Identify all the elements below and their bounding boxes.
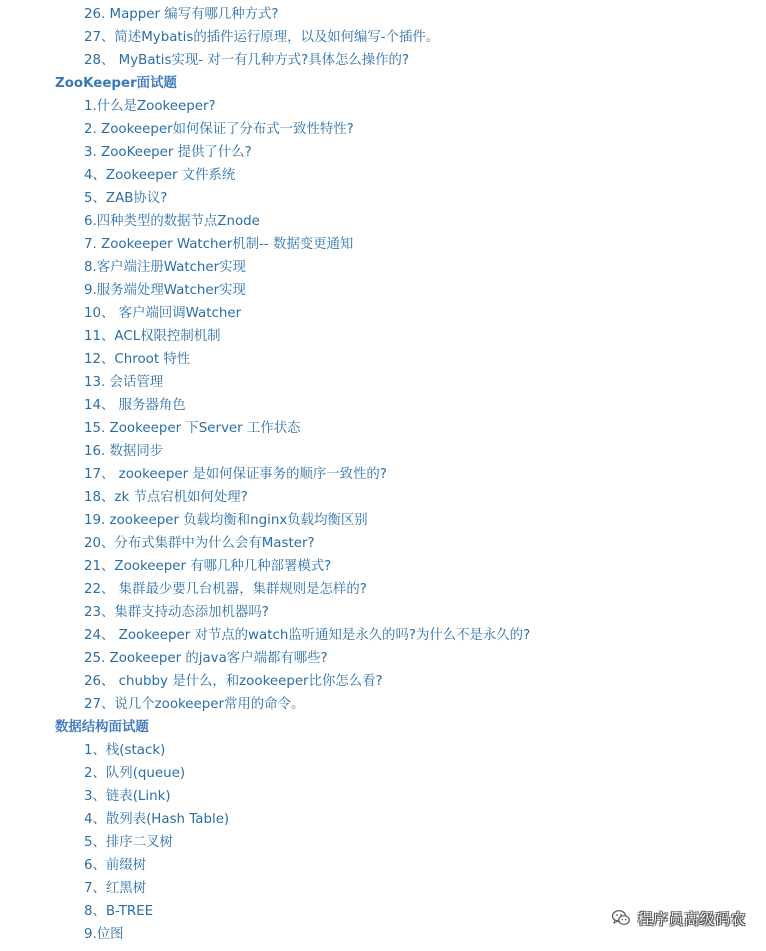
list-item: 11、ACL权限控制机制 <box>84 329 221 344</box>
list-item: 6、前缀树 <box>84 858 147 873</box>
list-item: 22、 集群最少要几台机器，集群规则是怎样的? <box>84 582 367 597</box>
list-item: 7、红黑树 <box>84 881 147 896</box>
list-item: 8.客户端注册Watcher实现 <box>84 260 246 275</box>
list-item: 9.服务端处理Watcher实现 <box>84 283 246 298</box>
document-body <box>0 3 766 946</box>
watermark-text: 程序员高级码农 <box>637 909 746 928</box>
list-item: 25. Zookeeper 的java客户端都有哪些? <box>84 651 328 666</box>
list-item: 1.什么是Zookeeper? <box>84 99 216 114</box>
list-item: 5、排序二叉树 <box>84 835 173 850</box>
list-item: 2、队列(queue) <box>84 766 186 781</box>
list-item: 8、B-TREE <box>84 904 154 919</box>
list-item: 28、 MyBatis实现- 对一有几种方式?具体怎么操作的? <box>84 53 410 68</box>
list-item: 19. zookeeper 负载均衡和nginx负载均衡区别 <box>84 513 368 528</box>
list-item: 26、 chubby 是什么，和zookeeper比你怎么看? <box>84 674 383 689</box>
list-item: 27、简述Mybatis的插件运行原理，以及如何编写-个插件。 <box>84 30 440 45</box>
list-item: 1、栈(stack) <box>84 743 166 758</box>
list-item: 24、 Zookeeper 对节点的watch监听通知是永久的吗?为什么不是永久的? <box>84 628 531 643</box>
list-item: 4、Zookeeper 文件系统 <box>84 168 236 183</box>
list-item: 21、Zookeeper 有哪几种几种部署模式? <box>84 559 332 574</box>
list-item: 26. Mapper 编写有哪几种方式? <box>84 7 279 22</box>
list-item: 17、 zookeeper 是如何保证事务的顺序一致性的? <box>84 467 387 482</box>
list-item: 5、ZAB协议? <box>84 191 168 206</box>
list-item: 23、集群支持动态添加机器吗? <box>84 605 269 620</box>
list-item: 27、说几个zookeeper常用的命令。 <box>84 697 305 712</box>
wechat-icon <box>611 908 631 928</box>
list-item: 13. 会话管理 <box>84 375 164 390</box>
list-item: 4、散列表(Hash Table) <box>84 812 230 827</box>
list-item: 20、分布式集群中为什么会有Master? <box>84 536 315 551</box>
mybatis-list-tail <box>0 3 766 72</box>
section-heading-zookeeper: ZooKeeper面试题 <box>55 76 177 91</box>
list-item: 7. Zookeeper Watcher机制-- 数据变更通知 <box>84 237 354 252</box>
section-heading-data-structures: 数据结构面试题 <box>55 720 149 735</box>
list-item: 3、链表(Link) <box>84 789 171 804</box>
list-item: 10、 客户端回调Watcher <box>84 306 242 321</box>
list-item: 18、zk 节点宕机如何处理? <box>84 490 248 505</box>
list-item: 14、 服务器角色 <box>84 398 186 413</box>
list-item: 16. 数据同步 <box>84 444 164 459</box>
list-item: 6.四种类型的数据节点Znode <box>84 214 260 229</box>
watermark <box>611 906 746 930</box>
list-item: 2. Zookeeper如何保证了分布式一致性特性? <box>84 122 354 137</box>
zookeeper-question-list <box>0 95 766 716</box>
list-item: 9.位图 <box>84 927 124 942</box>
list-item: 15. Zookeeper 下Server 工作状态 <box>84 421 301 436</box>
list-item: 3. ZooKeeper 提供了什么? <box>84 145 252 160</box>
list-item: 12、Chroot 特性 <box>84 352 191 367</box>
